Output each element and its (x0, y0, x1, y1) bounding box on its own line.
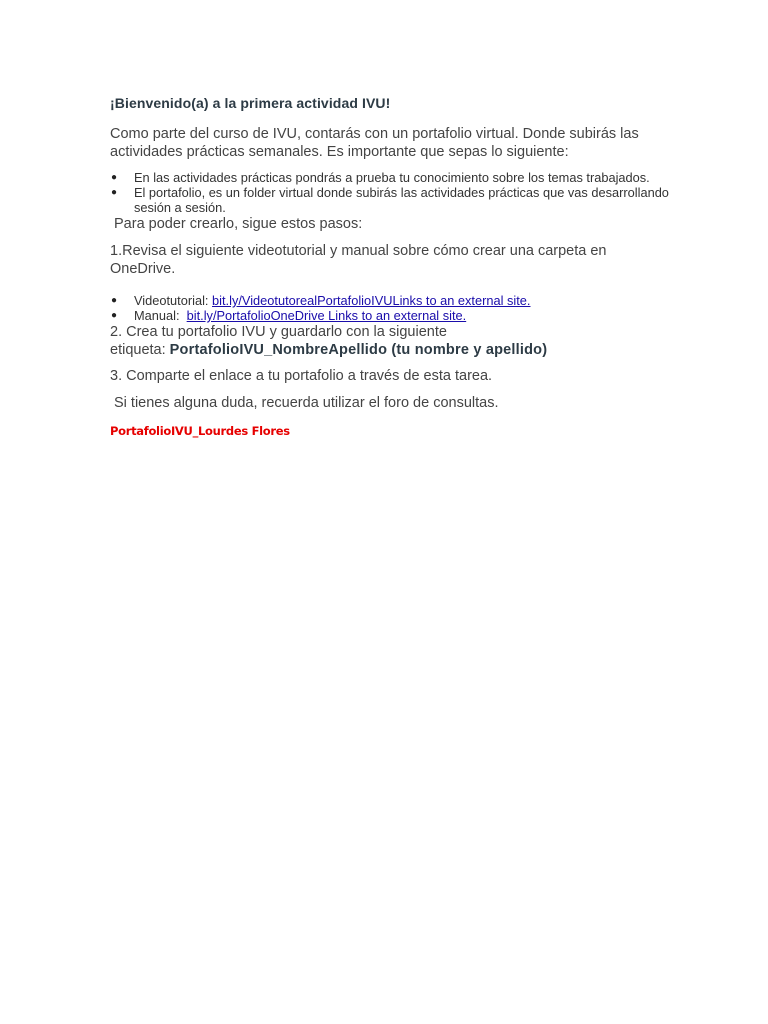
bullet-icon: ● (111, 295, 118, 306)
steps-intro: Para poder crearlo, sigue estos pasos: (114, 216, 363, 232)
bullet-icon: ● (111, 310, 118, 321)
step-1: 1.Revisa el siguiente videotutorial y manual sobre cómo crear una carpeta en OneDrive. (110, 243, 607, 277)
resource-label: Videotutorial: (134, 293, 213, 308)
step-2 (110, 323, 670, 359)
resource-label: Manual: (134, 308, 187, 323)
page-title: ¡Bienvenido(a) a la primera actividad IVU! (110, 95, 391, 111)
resources-list (110, 293, 670, 323)
doubts-note: Si tienes alguna duda, recuerda utilizar el foro de consultas. (114, 395, 499, 411)
videotutorial-link[interactable]: bit.ly/VideotutorealPortafolioIVULinks to an external site. (212, 293, 531, 308)
step-3: 3. Comparte el enlace a tu portafolio a través de esta tarea. (110, 368, 493, 384)
info-list (110, 170, 670, 215)
list-item (110, 293, 670, 308)
step-2-label: etiqueta: (110, 342, 170, 358)
step-2-label-line (110, 341, 670, 359)
intro-paragraph: Como parte del curso de IVU, contarás con un portafolio virtual. Donde subirás las actividades prácticas semanales. Es importante que sepas lo siguiente: (110, 126, 639, 160)
step-2-line: 2. Crea tu portafolio IVU y guardarlo con la siguiente (110, 324, 447, 340)
answer-text: PortafolioIVU_Lourdes Flores (110, 424, 290, 438)
manual-link[interactable]: bit.ly/PortafolioOneDrive Links to an external site. (186, 308, 467, 323)
list-item-text: El portafolio, es un folder virtual donde subirás las actividades prácticas que vas desarrollando sesión a sesión. (134, 185, 669, 215)
list-item (110, 308, 670, 323)
bullet-icon: ● (111, 172, 118, 183)
list-item-text: En las actividades prácticas pondrás a prueba tu conocimiento sobre los temas trabajados. (134, 170, 650, 185)
naming-convention: PortafolioIVU_NombreApellido (tu nombre y apellido) (169, 342, 548, 358)
list-item (110, 185, 670, 215)
document-content (110, 94, 670, 439)
list-item (110, 170, 670, 185)
bullet-icon: ● (111, 187, 118, 198)
